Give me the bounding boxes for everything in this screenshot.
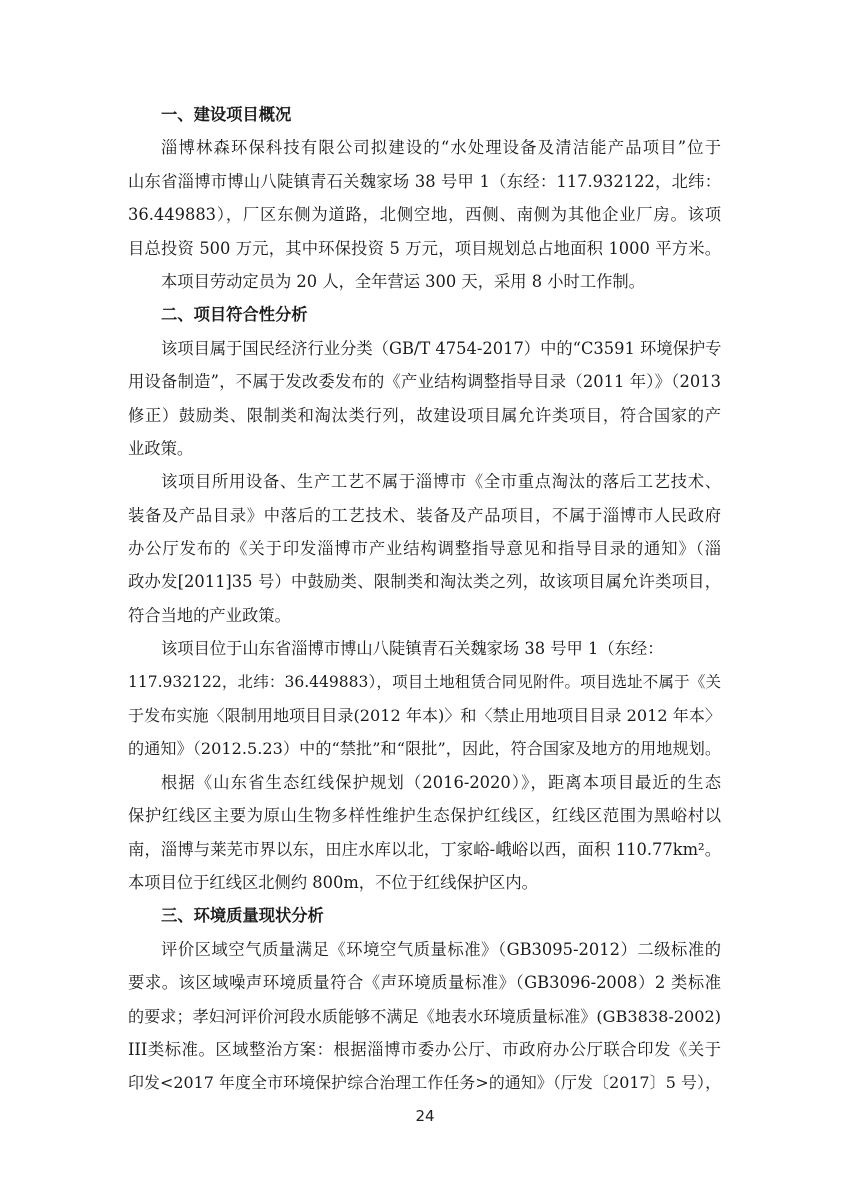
paragraph-staffing bbox=[128, 265, 721, 298]
text-line: 办公厅发布的《关于印发淄博市产业结构调整指导意见和指导目录的通知》（淄 bbox=[128, 539, 721, 559]
paragraph-environmental-quality bbox=[128, 933, 721, 1100]
text-line: 本项目位于红线区北侧约 800m，不位于红线保护区内。 bbox=[128, 872, 538, 892]
page-number: 24 bbox=[415, 1107, 435, 1125]
text-line: 该项目位于山东省淄博市博山八陡镇青石关魏家场 38 号甲 1（东经： bbox=[161, 639, 664, 659]
paragraph-project-overview bbox=[128, 131, 721, 265]
text-line: 根据《山东省生态红线保护规划（2016-2020）》，距离本项目最近的生态 bbox=[161, 772, 721, 792]
text-line: 用设备制造”，不属于发改委发布的《产业结构调整指导目录（2011 年）》（2013 bbox=[128, 372, 721, 392]
text-line: 淄博林森环保科技有限公司拟建设的“水处理设备及清洁能产品项目”位于 bbox=[161, 138, 721, 158]
text-line: 保护红线区主要为原山生物多样性维护生态保护红线区，红线区范围为黑峪村以 bbox=[128, 806, 721, 826]
text-line: 印发<2017 年度全市环境保护综合治理工作任务>的通知》（厅发〔2017〕5 号）， bbox=[128, 1073, 721, 1093]
paragraph-ecological-redline bbox=[128, 766, 721, 900]
text-line: 36.449883），厂区东侧为道路，北侧空地，西侧、南侧为其他企业厂房。该项 bbox=[128, 205, 721, 225]
text-line: III类标准。区域整治方案：根据淄博市委办公厅、市政府办公厅联合印发《关于 bbox=[128, 1039, 721, 1059]
text-line: 该项目属于国民经济行业分类（GB/T 4754-2017）中的“C3591 环境保护专 bbox=[161, 338, 722, 358]
text-line: 业政策。 bbox=[128, 438, 194, 458]
section-heading-2: 二、项目符合性分析 bbox=[161, 305, 308, 325]
text-line: 目总投资 500 万元，其中环保投资 5 万元，项目规划总占地面积 1000 平方米。 bbox=[128, 238, 721, 258]
text-line: 于发布实施〈限制用地项目目录(2012 年本)〉和〈禁止用地项目目录 2012 年本〉 bbox=[128, 706, 721, 726]
document-page bbox=[128, 98, 721, 1100]
paragraph-land-use bbox=[128, 632, 721, 766]
text-line: 本项目劳动定员为 20 人，全年营运 300 天，采用 8 小时工作制。 bbox=[161, 271, 645, 291]
section-heading-3: 三、环境质量现状分析 bbox=[161, 906, 324, 926]
text-line: 装备及产品目录》中落后的工艺技术、装备及产品项目，不属于淄博市人民政府 bbox=[128, 505, 721, 525]
text-line: 符合当地的产业政策。 bbox=[128, 605, 291, 625]
text-line: 要求。该区域噪声环境质量符合《声环境质量标准》（GB3096-2008）2 类标准 bbox=[128, 973, 721, 993]
text-line: 南，淄博与莱芜市界以东，田庄水库以北，丁家峪-峨峪以西，面积 110.77km²。 bbox=[128, 839, 721, 859]
text-line: 修正）鼓励类、限制类和淘汰类行列，故建设项目属允许类项目，符合国家的产 bbox=[128, 405, 721, 425]
text-line: 该项目所用设备、生产工艺不属于淄博市《全市重点淘汰的落后工艺技术、 bbox=[161, 472, 721, 492]
text-line: 的要求；孝妇河评价河段水质能够不满足《地表水环境质量标准》(GB3838-2002) bbox=[128, 1006, 721, 1026]
text-line: 政办发[2011]35 号）中鼓励类、限制类和淘汰类之列，故该项目属允许类项目， bbox=[128, 572, 721, 592]
text-line: 117.932122，北纬：36.449883），项目土地租赁合同见附件。项目选址不属于《关 bbox=[128, 672, 721, 691]
section-heading-1: 一、建设项目概况 bbox=[161, 105, 292, 124]
text-line: 评价区域空气质量满足《环境空气质量标准》（GB3095-2012）二级标准的 bbox=[161, 939, 721, 959]
text-line: 的通知》（2012.5.23）中的“禁批”和“限批”，因此，符合国家及地方的用地规划。 bbox=[128, 739, 721, 759]
text-line: 山东省淄博市博山八陡镇青石关魏家场 38 号甲 1（东经：117.932122，北纬： bbox=[128, 171, 721, 191]
paragraph-industry-classification bbox=[128, 332, 721, 466]
paragraph-local-policy bbox=[128, 465, 721, 632]
